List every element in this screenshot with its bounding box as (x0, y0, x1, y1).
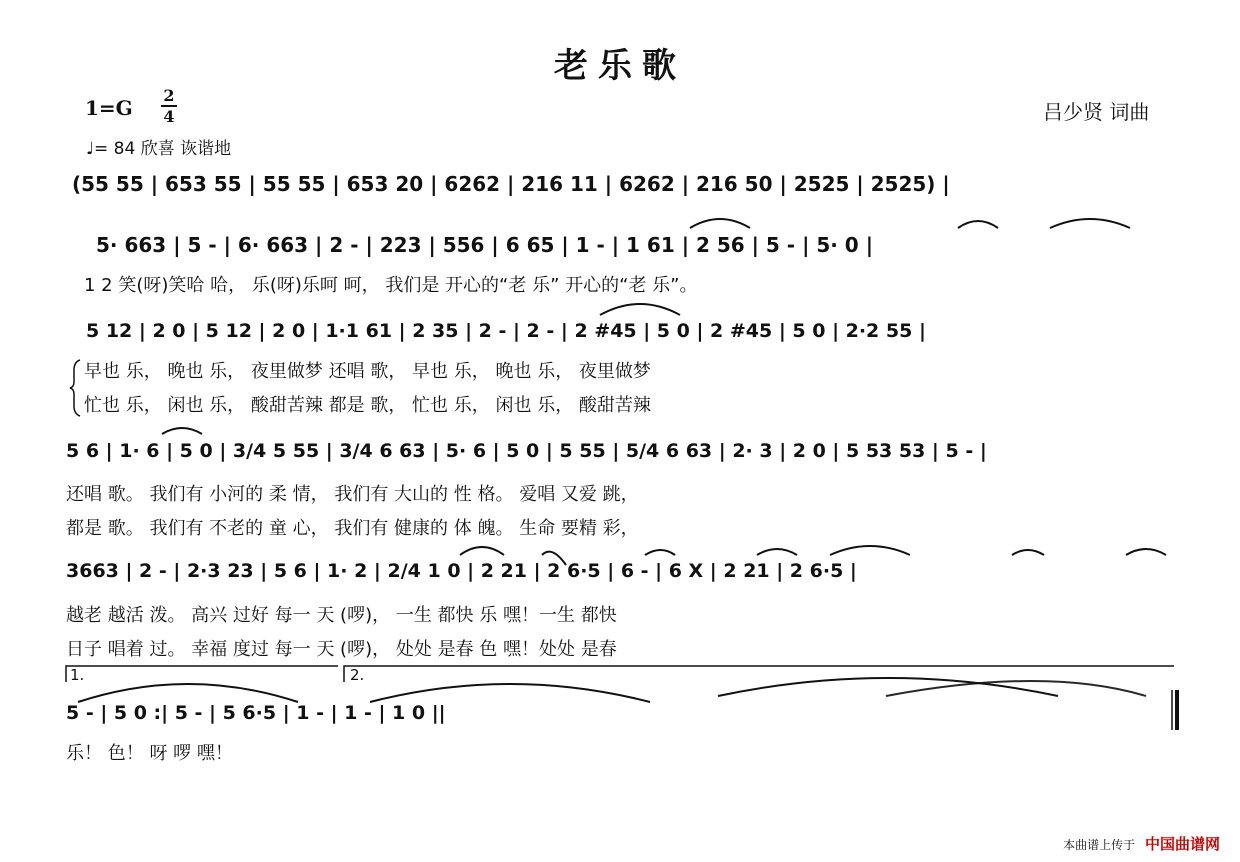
lyric-line-1: 还唱 歌。 我们有 小河的 柔 情， 我们有 大山的 性 格。 爱唱 又爱 跳， (66, 484, 639, 505)
lyric-line-1: 1 2 笑(呀)笑哈 哈， 乐(呀)乐呵 呵， 我们是 开心的“老 乐” 开心的“老 乐”。 (84, 275, 698, 296)
notation-line: 5 6 | 1· 6 | 5 0 | 3/4 5 55 | 3/4 6 63 | 5· 6 | 5 0 | 5 55 | 5/4 6 63 | 2· 3 | 2 0 | 5 53 53 | 5 - | (66, 440, 987, 462)
composer-credit: 吕少贤 词曲 (1043, 100, 1150, 124)
first-ending-label: 1. (70, 666, 85, 684)
second-ending-label: 2. (350, 666, 365, 684)
tempo-marking: ♩= 84 欣喜 诙谐地 (86, 139, 232, 159)
lyric-line-1: 乐！ 色！ 呀 啰 嘿！ (66, 743, 233, 764)
lyric-line-1: 越老 越活 泼。 高兴 过好 每一 天 (啰)， 一生 都快 乐 嘿！一生 都快 (66, 605, 617, 626)
lyric-line-2: 忙也 乐， 闲也 乐， 酸甜苦辣 都是 歌， 忙也 乐， 闲也 乐， 酸甜苦辣 (84, 395, 651, 416)
time-signature-numerator: 2 (163, 86, 175, 105)
lyric-line-1: 早也 乐， 晚也 乐， 夜里做梦 还唱 歌， 早也 乐， 晚也 乐， 夜里做梦 (84, 361, 651, 382)
upload-text: 本曲谱上传于 (1063, 838, 1136, 852)
lyric-line-2: 都是 歌。 我们有 不老的 童 心， 我们有 健康的 体 魄。 生命 要精 彩， (66, 518, 639, 539)
notation-line: 3663 | 2 - | 2·3 23 | 5 6 | 1· 2 | 2/4 1 0 | 2 21 | 2 6·5 | 6 - | 6 X | 2 21 | 2 6·5 | (66, 560, 857, 582)
time-signature (160, 86, 178, 126)
notation-line: (55 55 | 653 55 | 55 55 | 653 20 | 6262 | 216 11 | 6262 | 216 50 | 2525 | 2525) | (72, 172, 950, 196)
upload-source (1063, 833, 1220, 854)
key-signature: 1=G (85, 96, 133, 120)
notation-line: 5· 663 | 5 - | 6· 663 | 2 - | 223 | 556 | 6 65 | 1 - | 1 61 | 2 56 | 5 - | 5· 0 | (96, 233, 873, 257)
site-logo: 中国曲谱网 (1144, 835, 1220, 853)
lyric-line-2: 日子 唱着 过。 幸福 度过 每一 天 (啰)， 处处 是春 色 嘿！处处 是春 (66, 639, 617, 660)
notation-line: 5 12 | 2 0 | 5 12 | 2 0 | 1·1 61 | 2 35 | 2 - | 2 - | 2 #45 | 5 0 | 2 #45 | 5 0 | 2·2 55 | (86, 320, 926, 342)
song-title: 老乐歌 (554, 46, 686, 86)
notation-line: 5 - | 5 0 :| 5 - | 5 6·5 | 1 - | 1 - | 1 0 || (66, 702, 446, 724)
time-signature-denominator: 4 (163, 107, 175, 126)
